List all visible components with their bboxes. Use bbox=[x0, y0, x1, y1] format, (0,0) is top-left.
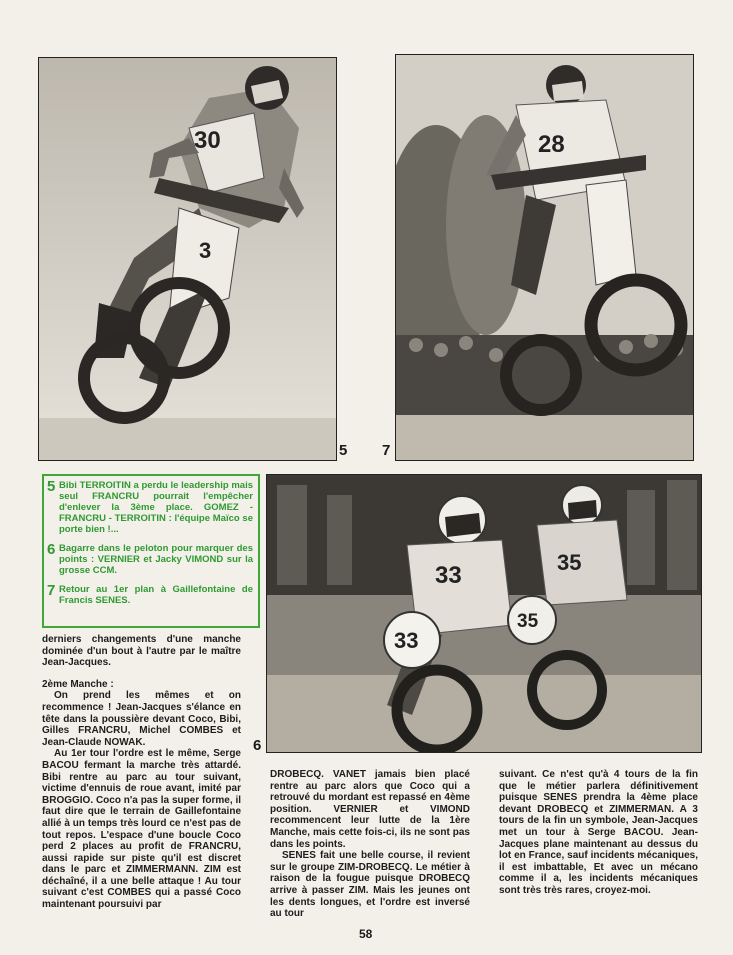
caption-text: Bagarre dans le peloton pour marquer des points : VERNIER et Jacky VIMOND sur la grosse CCM. bbox=[59, 543, 253, 576]
column-2-paragraph: SENES fait une belle course, il revient sur le groupe ZIM-DROBECQ. Le métier à raison de la fougue puisque DROBECQ arrive à passer ZIM. Mais les jeunes ont les dents longues, et l'ordre est inversé au tour bbox=[270, 850, 470, 920]
rider-28-image bbox=[396, 55, 693, 460]
column-2-paragraph: DROBECQ. VANET jamais bien placé rentre au parc alors que Coco qui a retrouvé du mordant est repassé en 4ème position. VERNIER et VIMOND recommencent leur lutte de la 1ère Manche, mais cette fois-ci, ils ne sont pas dans les points. bbox=[270, 769, 470, 850]
photo-rider-30 bbox=[38, 57, 337, 461]
section-heading: 2ème Manche : bbox=[42, 678, 114, 690]
caption-number: 7 bbox=[47, 582, 56, 599]
rider-28-bib: 28 bbox=[538, 131, 565, 158]
photo-number-6: 6 bbox=[253, 737, 262, 754]
rider-33-front-plate: 33 bbox=[394, 628, 419, 653]
rider-30-bib: 30 bbox=[194, 127, 221, 154]
photo-number-5: 5 bbox=[339, 442, 348, 459]
caption-number: 6 bbox=[47, 541, 56, 558]
rider-33-bib: 33 bbox=[435, 562, 462, 589]
page-number: 58 bbox=[359, 927, 373, 941]
photo-number-7: 7 bbox=[382, 442, 391, 459]
rider-30-image bbox=[39, 58, 336, 460]
column-1-paragraph: Au 1er tour l'ordre est le même, Serge BACOU fermant la marche très attardé. Bibi rentre au parc au tour suivant, victime d'ennuis de roue avant, imité par BROGGIO. Coco n'a pas la super forme, il faut dire que le terrain de Gaillefontaine allié à un temps très lourd ce n'est pas de tout repos. L'espace d'une boucle Coco perd 2 places au profit de FRANCRU, aussi rapide sur piste qu'il est discret dans le parc et ZIMMERMANN. ZIM est déchaîné, il a une belle attaque ! Au tour suivant c'est COMBES qui a passé Coco maintenant poursuivi par bbox=[42, 748, 241, 911]
photo-rider-28 bbox=[395, 54, 694, 461]
photo-riders-33-35 bbox=[266, 474, 702, 753]
column-3-paragraph: suivant. Ce n'est qu'à 4 tours de la fin que le métier parlera définitivement puisque SENES prendra la 4ème place devant DROBECQ et ZIMMERMAN. A 3 tours de la fin un symbole, Jean-Jacques met un tour à Serge BACOU. Jean-Jacques plane maintenant au dessus du lot en France, sauf incidents mécaniques, il est imbattable, Et avec un mécano comme il a, les incidents mécaniques sont très très rares, croyez-moi. bbox=[499, 769, 698, 896]
column-1-paragraph: derniers changements d'une manche dominée d'un bout à l'autre par le maître Jean-Jacques. bbox=[42, 634, 241, 669]
caption-number: 5 bbox=[47, 478, 56, 495]
article-column-3 bbox=[499, 769, 698, 897]
caption-item bbox=[47, 480, 253, 535]
caption-item bbox=[47, 543, 253, 576]
article-column-1 bbox=[42, 634, 241, 911]
caption-text: Bibi TERROITIN a perdu le leadership mais seul FRANCRU pourrait l'empêcher d'enlever la 3ème place. GOMEZ - FRANCRU - TERROITIN : l'équipe Maïco se porte bien !... bbox=[59, 480, 253, 535]
photo-captions-box bbox=[42, 474, 260, 628]
rider-35-front-plate: 35 bbox=[517, 611, 539, 632]
rider-35-bib: 35 bbox=[557, 550, 582, 575]
riders-33-35-image bbox=[267, 475, 701, 752]
caption-text: Retour au 1er plan à Gaillefontaine de Francis SENES. bbox=[59, 584, 253, 606]
caption-item bbox=[47, 584, 253, 606]
article-column-2 bbox=[270, 769, 470, 920]
column-1-paragraph: On prend les mêmes et on recommence ! Jean-Jacques s'élance en tête dans la poussière devant Coco, Bibi, Gilles FRANCRU, Michel COMBES et Jean-Claude NOWAK. bbox=[42, 690, 241, 748]
rider-30-front-plate: 3 bbox=[199, 238, 212, 263]
